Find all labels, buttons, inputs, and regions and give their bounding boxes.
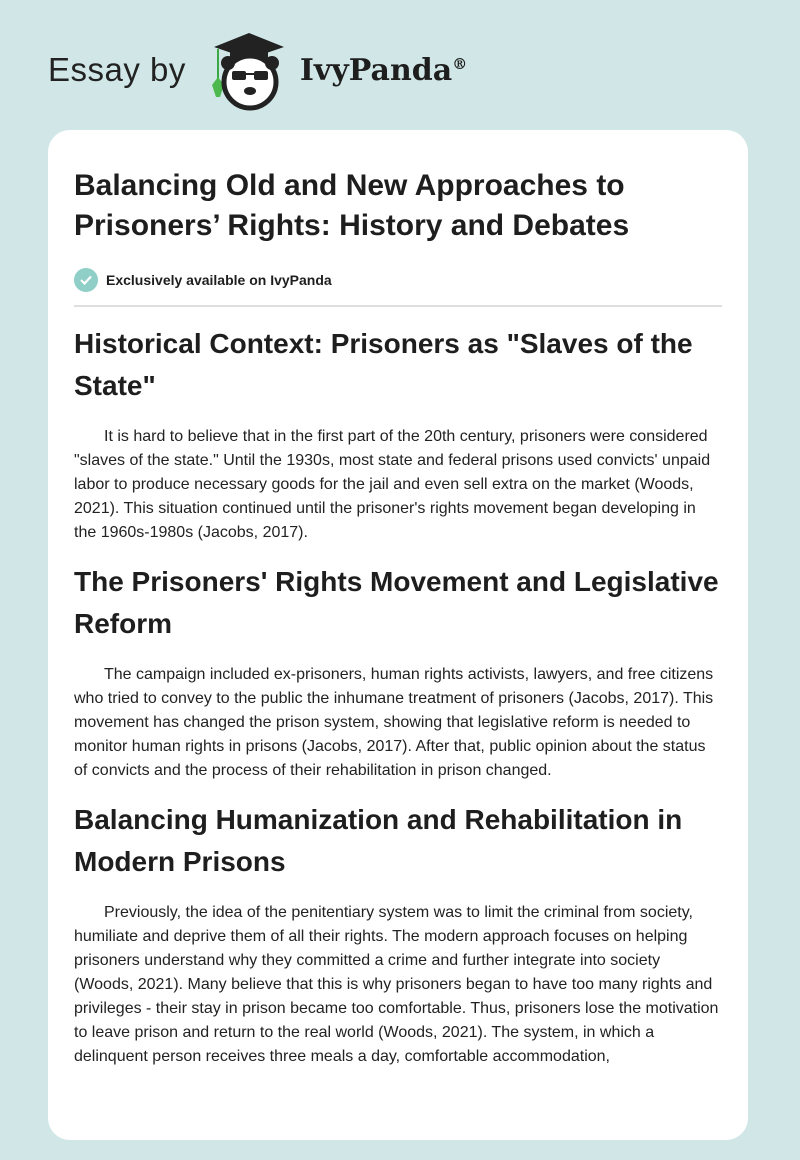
section-heading: Historical Context: Prisoners as "Slaves of the State" [74,328,693,401]
section-heading: Balancing Humanization and Rehabilitation in Modern Prisons [74,804,683,877]
section-rights-movement [74,561,722,783]
essay-card [48,130,748,1140]
section-paragraph: It is hard to believe that in the first part of the 20th century, prisoners were considered "slaves of the state." Until the 1930s, most state and federal prisons used convicts' unpaid labor to produce necessary goods for the jail and even sell extra on the market (Woods, 2021). This situation continued until the prisoner's rights movement began developing in the 1960s-1980s (Jacobs, 2017). [74,428,711,541]
registered-mark: ® [452,54,468,73]
panda-logo-icon[interactable] [204,27,290,113]
page-title: Balancing Old and New Approaches to Prisoners’ Rights: History and Debates [74,169,630,242]
exclusive-badge [74,268,722,292]
badge-text: Exclusively available on IvyPanda [106,272,332,288]
divider [74,305,722,307]
essay-by-label: Essay by [48,51,186,88]
check-icon [74,268,98,292]
section-paragraph: Previously, the idea of the penitentiary system was to limit the criminal from society, humiliate and deprive them of all their rights. The modern approach focuses on helping prisoners understand why they committed a crime and further integrate into society (Woods, 2021). Many believe that this is why prisoners began to have too many rights and privileges - their stay in prison became too comfortable. Thus, prisoners lose the motivation to leave prison and return to the real world (Woods, 2021). The system, in which a delinquent person receives three meals a day, comfortable accommodation, [74,904,719,1065]
section-historical-context [74,323,722,545]
brand-text: IvyPanda [299,52,453,88]
section-heading: The Prisoners' Rights Movement and Legislative Reform [74,566,719,639]
brand-name[interactable] [300,53,467,88]
section-modern-prisons [74,799,722,1069]
section-paragraph: The campaign included ex-prisoners, human rights activists, lawyers, and free citizens who tried to convey to the public the inhumane treatment of prisoners (Jacobs, 2017). This movement has changed the prison system, showing that legislative reform is needed to monitor human rights in prisons (Jacobs, 2017). After that, public opinion about the status of convicts and the process of their rehabilitation in prison changed. [74,666,714,779]
site-header [48,30,467,110]
